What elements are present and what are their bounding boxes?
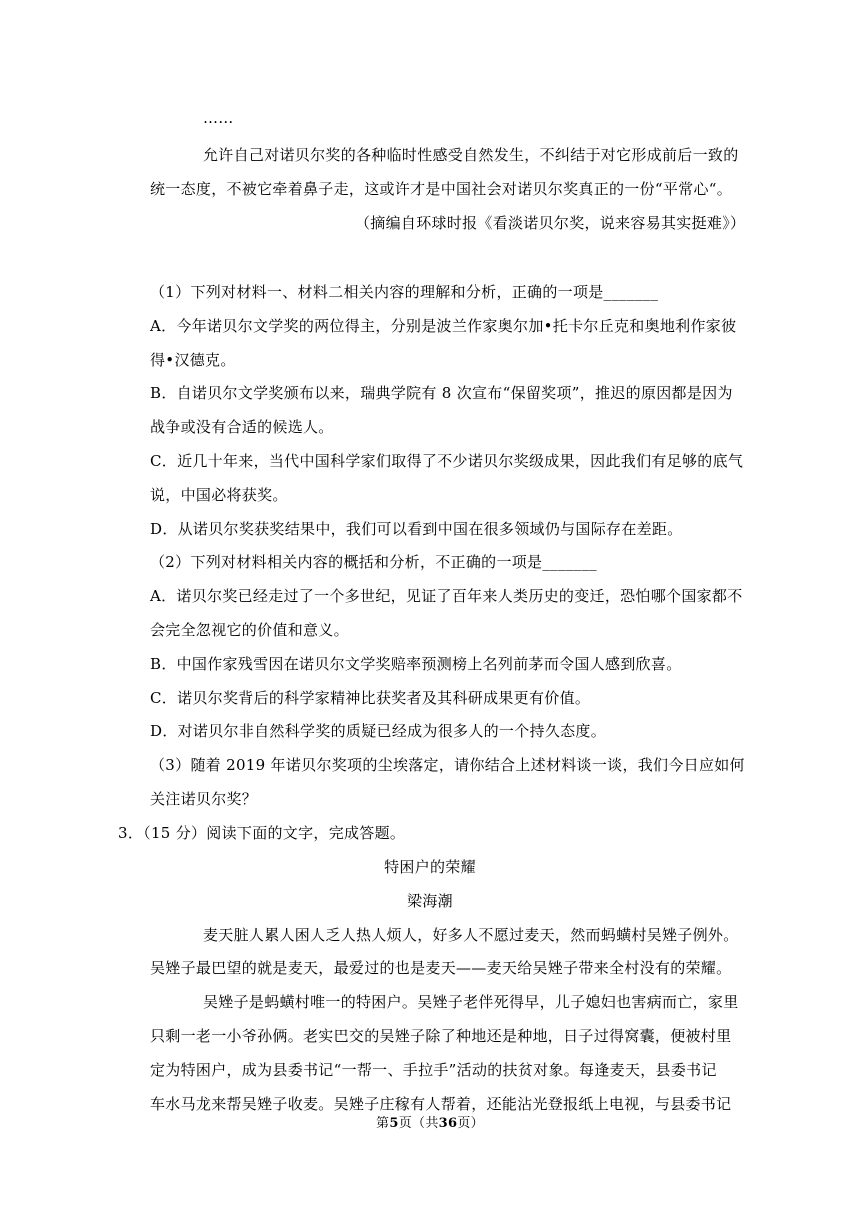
footer-total-pages: 36	[438, 1116, 458, 1131]
story-p2-line-4: 车水马龙来帮吴矬子收麦。吴矬子庄稼有人帮着，还能沾光登报纸上电视，与县委书记	[150, 1095, 732, 1113]
q3-line-1: （3）随着 2019 年诺贝尔奖项的尘埃落定，请你结合上述材料谈一谈，我们今日应如何	[150, 756, 745, 774]
q2-option-c: C．诺贝尔奖背后的科学家精神比获奖者及其科研成果更有价值。	[150, 689, 591, 707]
q1-option-b-line-1: B．自诺贝尔文学奖颁布以来，瑞典学院有 8 次宣布“保留奖项”，推迟的原因都是因为	[150, 384, 733, 402]
story-p2-line-3: 定为特困户，成为县委书记“一帮一、手拉手”活动的扶贫对象。每逢麦天，县委书记	[150, 1061, 717, 1079]
story-title: 特困户的荣耀	[384, 858, 476, 876]
q1-option-a-line-2: 得•汉德克。	[150, 351, 236, 369]
q1-option-c-line-1: C．近几十年来，当代中国科学家们取得了不少诺贝尔奖级成果，因此我们有足够的底气	[150, 452, 744, 470]
q1-option-b-line-2: 战争或没有合适的候选人。	[150, 418, 334, 436]
story-p1-line-2: 吴矬子最巴望的就是麦天，最爱过的也是麦天——麦天给吴矬子带来全村没有的荣耀。	[150, 959, 732, 977]
q2-stem: （2）下列对材料相关内容的概括和分析，不正确的一项是_______	[150, 553, 597, 571]
story-p2-line-2: 只剩一老一小爷孙俩。老实巴交的吴矬子除了种地还是种地，日子过得窝囊，便被村里	[150, 1027, 732, 1045]
story-author: 梁海潮	[407, 892, 453, 910]
footer-page-number: 5	[389, 1116, 399, 1131]
q1-option-c-line-2: 说，中国必将获奖。	[150, 486, 288, 504]
q2-option-b: B．中国作家残雪因在诺贝尔文学奖赔率预测榜上名列前茅而令国人感到欣喜。	[150, 655, 682, 673]
section-3-heading: 3．（15 分）阅读下面的文字，完成答题。	[118, 824, 406, 842]
q1-option-d: D．从诺贝尔奖获奖结果中，我们可以看到中国在很多领域仍与国际存在差距。	[150, 520, 683, 538]
q3-line-2: 关注诺贝尔奖？	[150, 790, 258, 808]
story-p2-line-1: 吴矬子是蚂蟥村唯一的特困户。吴矬子老伴死得早，儿子媳妇也害病而亡，家里	[203, 993, 739, 1011]
page-footer	[0, 1114, 860, 1134]
footer-mid: 页（共	[398, 1116, 439, 1131]
q2-option-a-line-2: 会完全忽视它的价值和意义。	[150, 621, 349, 639]
closing-line-2: 统一态度，不被它牵着鼻子走，这或许才是中国社会对诺贝尔奖真正的一份“平常心“。	[150, 180, 733, 198]
source-citation: （摘编自环球时报《看淡诺贝尔奖，说来容易其实挺难》）	[355, 214, 746, 232]
closing-line-1: 允许自己对诺贝尔奖的各种临时性感受自然发生，不纠结于对它形成前后一致的	[203, 146, 739, 164]
q2-option-d: D．对诺贝尔非自然科学奖的质疑已经成为很多人的一个持久态度。	[150, 722, 607, 740]
story-p1-line-1: 麦天脏人累人困人乏人热人烦人，好多人不愿过麦天，然而蚂蟥村吴矬子例外。	[203, 926, 739, 944]
q2-option-a-line-1: A．诺贝尔奖已经走过了一个多世纪，见证了百年来人类历史的变迁，恐怕哪个国家都不	[150, 587, 743, 605]
q1-option-a-line-1: A．今年诺贝尔文学奖的两位得主，分别是波兰作家奥尔加•托卡尔丘克和奥地利作家彼	[150, 317, 737, 335]
footer-suffix: 页）	[457, 1116, 484, 1131]
ellipsis: ……	[203, 109, 234, 127]
footer-prefix: 第	[376, 1116, 390, 1131]
q1-stem: （1）下列对材料一、材料二相关内容的理解和分析，正确的一项是_______	[150, 283, 659, 301]
